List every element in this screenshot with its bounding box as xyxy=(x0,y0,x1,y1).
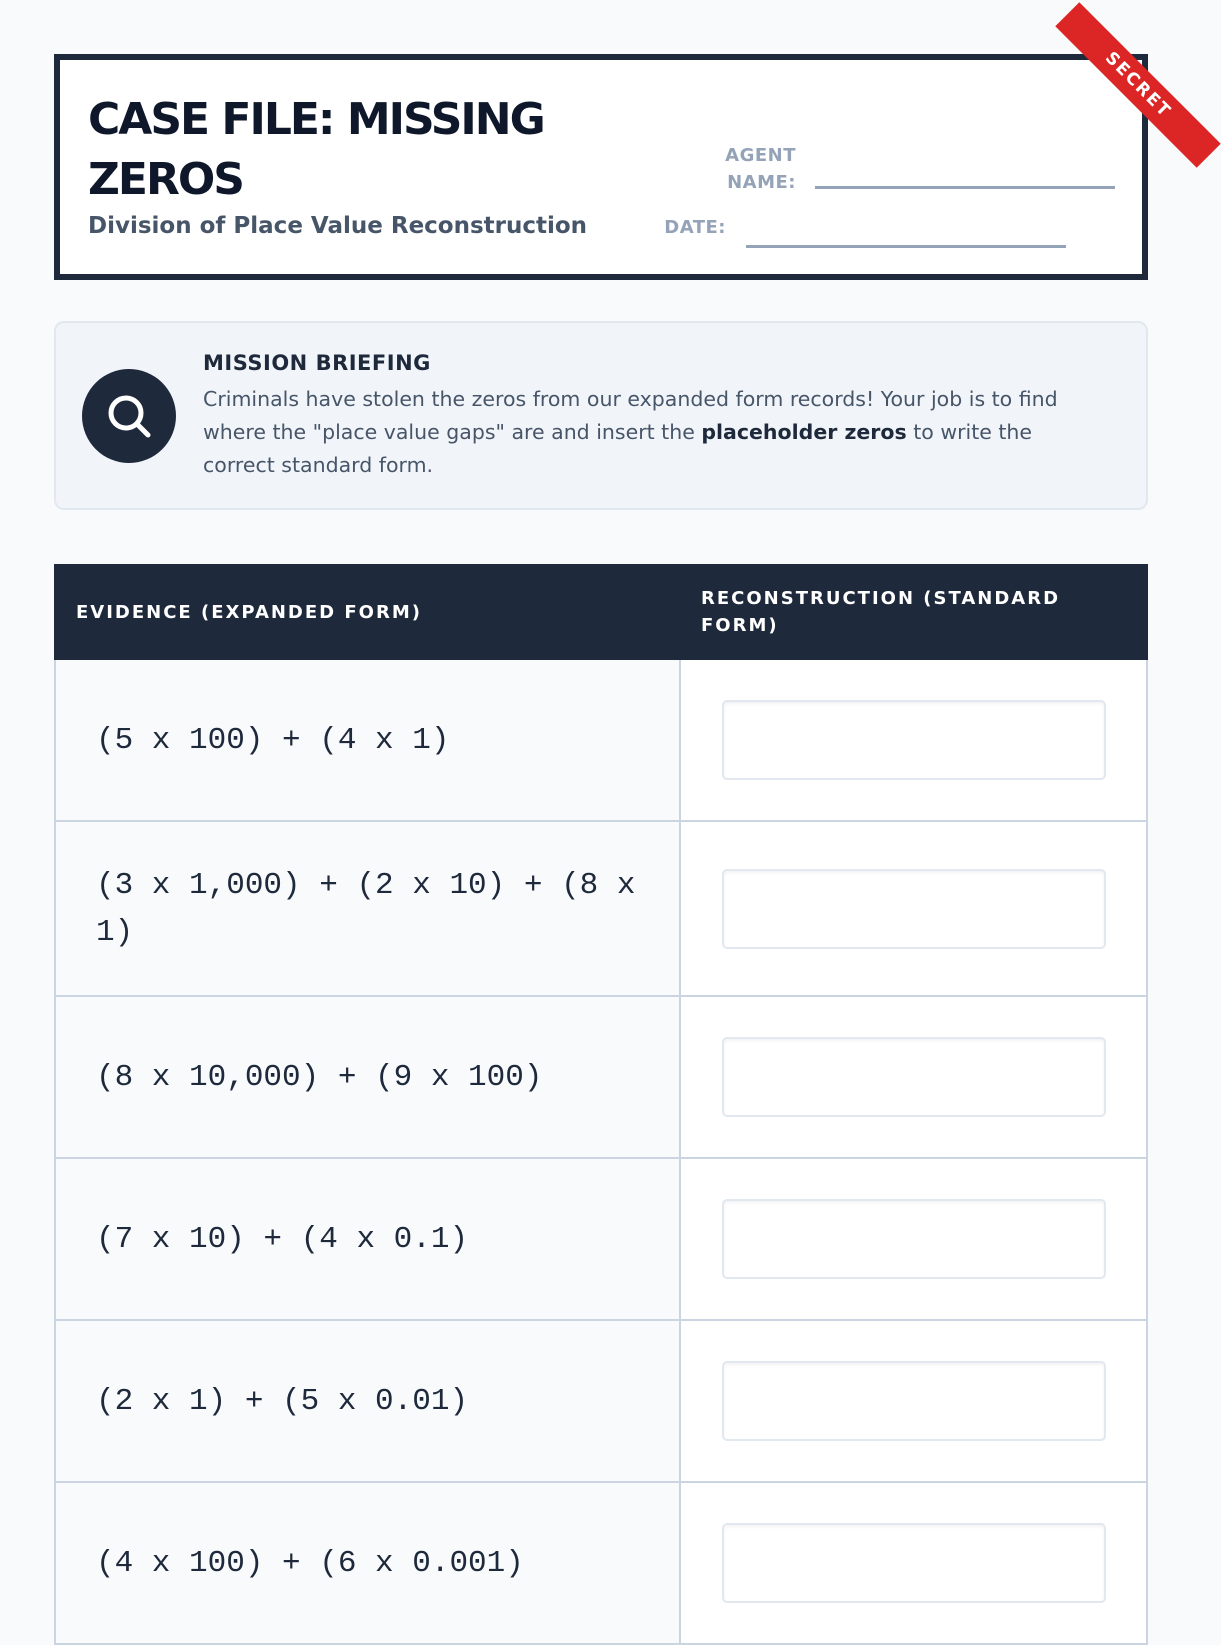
evidence-cell: (2 x 1) + (5 x 0.01) xyxy=(56,1321,681,1481)
answer-input[interactable] xyxy=(722,1199,1106,1279)
evidence-cell: (3 x 1,000) + (2 x 10) + (8 x 1) xyxy=(56,822,681,995)
answer-input[interactable] xyxy=(722,869,1106,949)
evidence-cell: (8 x 10,000) + (9 x 100) xyxy=(56,997,681,1157)
briefing-text-start: Criminals have stolen the zeros from our expanded form records! Your job is to find where the "place value gaps" are and insert the xyxy=(203,387,1058,444)
agent-name-line[interactable] xyxy=(815,186,1115,189)
table-row xyxy=(56,1321,1146,1483)
evidence-cell: (7 x 10) + (4 x 0.1) xyxy=(56,1159,681,1319)
agent-name-label: AGENT NAME: xyxy=(725,145,796,193)
briefing-text-emphasis: placeholder zeros xyxy=(701,420,907,444)
answer-input[interactable] xyxy=(722,700,1106,780)
briefing-title: MISSION BRIEFING xyxy=(203,351,431,375)
evidence-cell: (5 x 100) + (4 x 1) xyxy=(56,660,681,820)
answer-cell xyxy=(681,1321,1146,1481)
table-row xyxy=(56,1483,1146,1645)
secret-ribbon: SECRET xyxy=(1055,2,1220,167)
table-header xyxy=(54,564,1148,660)
answer-input[interactable] xyxy=(722,1361,1106,1441)
evidence-table xyxy=(54,564,1148,1645)
case-file-header xyxy=(54,47,1175,280)
page-title: CASE FILE: MISSING ZEROS xyxy=(88,94,544,205)
answer-cell xyxy=(681,1159,1146,1319)
mission-briefing xyxy=(54,321,1148,510)
answer-cell xyxy=(681,822,1146,995)
briefing-text xyxy=(203,383,1103,482)
answer-cell xyxy=(681,660,1146,820)
answer-cell xyxy=(681,1483,1146,1643)
table-row xyxy=(56,997,1146,1159)
table-row xyxy=(56,1159,1146,1321)
table-row xyxy=(56,660,1146,822)
answer-input[interactable] xyxy=(722,1037,1106,1117)
evidence-cell: (4 x 100) + (6 x 0.001) xyxy=(56,1483,681,1643)
answer-input[interactable] xyxy=(722,1523,1106,1603)
page-subtitle: Division of Place Value Reconstruction xyxy=(88,213,588,239)
briefing-text-end: to write the correct standard form. xyxy=(203,420,1033,477)
table-row xyxy=(56,822,1146,997)
date-label: DATE: xyxy=(664,217,726,238)
column-header-evidence: EVIDENCE (EXPANDED FORM) xyxy=(76,601,422,623)
column-header-reconstruction: RECONSTRUCTION (STANDARD FORM) xyxy=(701,588,1061,636)
date-line[interactable] xyxy=(746,245,1066,248)
search-icon xyxy=(82,369,176,463)
answer-cell xyxy=(681,997,1146,1157)
